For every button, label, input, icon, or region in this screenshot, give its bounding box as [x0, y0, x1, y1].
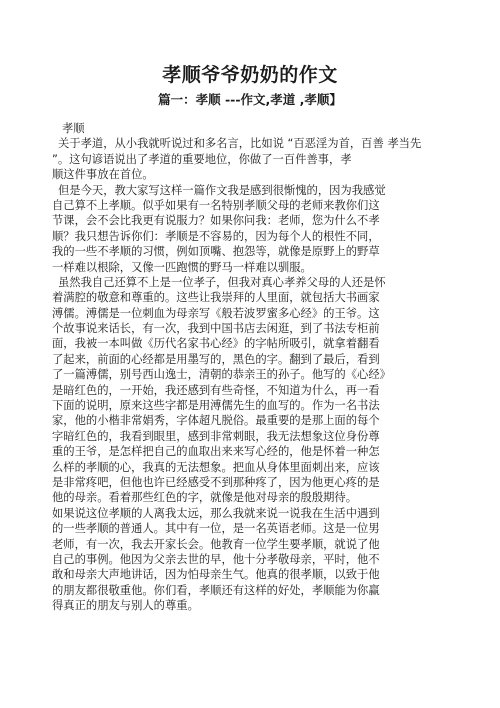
document-subtitle: 篇一：孝顺 ---作文,孝道 ,孝顺】: [158, 92, 342, 107]
text-line: 敢和母亲大声地讲话，因为怕母亲生气。他真的很孝顺，以致于他: [52, 568, 380, 582]
document-title: 孝顺爷爷奶奶的作文: [162, 64, 338, 86]
text-line: 的朋友都很敬重他。你们看，孝顺还有这样的好处，孝顺能为你赢: [52, 583, 380, 597]
text-line: 个故事说来话长，有一次，我到中国书店去闲逛，到了书法专柜前: [52, 322, 380, 336]
text-line: 字暗红色的，我看到眼里，感到非常刺眼，我无法想象这位身份尊: [52, 429, 380, 443]
text-line: 如果说这位孝顺的人离我太远，那么我就来说一说我在生活中遇到: [52, 506, 380, 520]
text-line: 了一篇溥儒，别号西山逸士，清朝的恭亲王的孙子。他写的《心经》: [52, 368, 391, 382]
text-line: 顺这件事放在首位。: [52, 168, 154, 182]
text-line: 了起来，前面的心经都是用墨写的，黑色的字。翻到了最后，看到: [52, 352, 380, 366]
text-line: 关于孝道，从小我就听说过和多名言，比如说 “百恶淫为首，百善 孝当先: [58, 137, 422, 151]
text-line: 的一些孝顺的普通人。其中有一位，是一名英语老师。这是一位男: [52, 522, 380, 536]
text-line: 面，我被一本叫做《历代名家书心经》的字帖所吸引，就拿着翻看: [52, 337, 380, 351]
text-line: ”。这句谚语说出了孝道的重要地位，你做了一百件善事，孝: [52, 152, 352, 166]
text-line: 但是今天，教大家写这样一篇作文我是感到很惭愧的，因为我感觉: [58, 183, 386, 197]
text-line: 溥儒。溥儒是一位刺血为母亲写《般若波罗蜜多心经》的王爷。这: [52, 306, 380, 320]
text-line: 家，他的小楷非常娟秀，字体超凡脱俗。最重要的是那上面的每个: [52, 414, 380, 428]
text-line: 顺？我只想告诉你们：孝顺是不容易的，因为每个人的根性不同，: [52, 229, 380, 243]
text-line: 虽然我自己还算不上是一位孝子，但我对真心孝养父母的人还是怀: [58, 275, 386, 289]
document-body: [52, 121, 452, 614]
text-line: 节课，会不会比我更有说服力？如果你问我：老师，您为什么不孝: [52, 214, 380, 228]
text-line: 孝顺: [62, 122, 85, 135]
text-line: 是非常疼吧，但他也许已经感受不到那种疼了，因为他更心疼的是: [52, 475, 380, 489]
text-line: 是暗红色的，一开始，我还感到有些奇怪，不知道为什么，再一看: [52, 383, 380, 397]
text-line: 下面的说明，原来这些字都是用溥儒先生的血写的。作为一名书法: [52, 399, 380, 413]
text-line: 么样的孝顺的心，我真的无法想象。把血从身体里面刺出来，应该: [52, 460, 380, 474]
text-line: 自己算不上孝顺。似乎如果有一名特别孝顺父母的老师来教你们这: [52, 198, 380, 212]
text-line: 得真正的朋友与别人的尊重。: [52, 599, 199, 613]
text-line: 重的王爷，是怎样把自己的血取出来来写心经的，他是怀着一种怎: [52, 445, 380, 459]
text-line: 我的一些不孝顺的习惯，例如顶嘴、抱怨等，就像是原野上的野草: [52, 245, 380, 259]
text-line: 他的母亲。看着那些红色的字，就像是他对母亲的殷殷期待。: [52, 491, 358, 505]
text-line: 自己的事例。他因为父亲去世的早，他十分孝敬母亲，平时，他不: [52, 552, 380, 566]
text-line: 着满腔的敬意和尊重的。这些让我崇拜的人里面，就包括大书画家: [52, 291, 380, 305]
text-line: 老师，有一次，我去开家长会。他教育一位学生要孝顺，就说了他: [52, 537, 380, 551]
text-line: 一样难以根除，又像一匹跑惯的野马一样难以驯服。: [52, 260, 312, 274]
